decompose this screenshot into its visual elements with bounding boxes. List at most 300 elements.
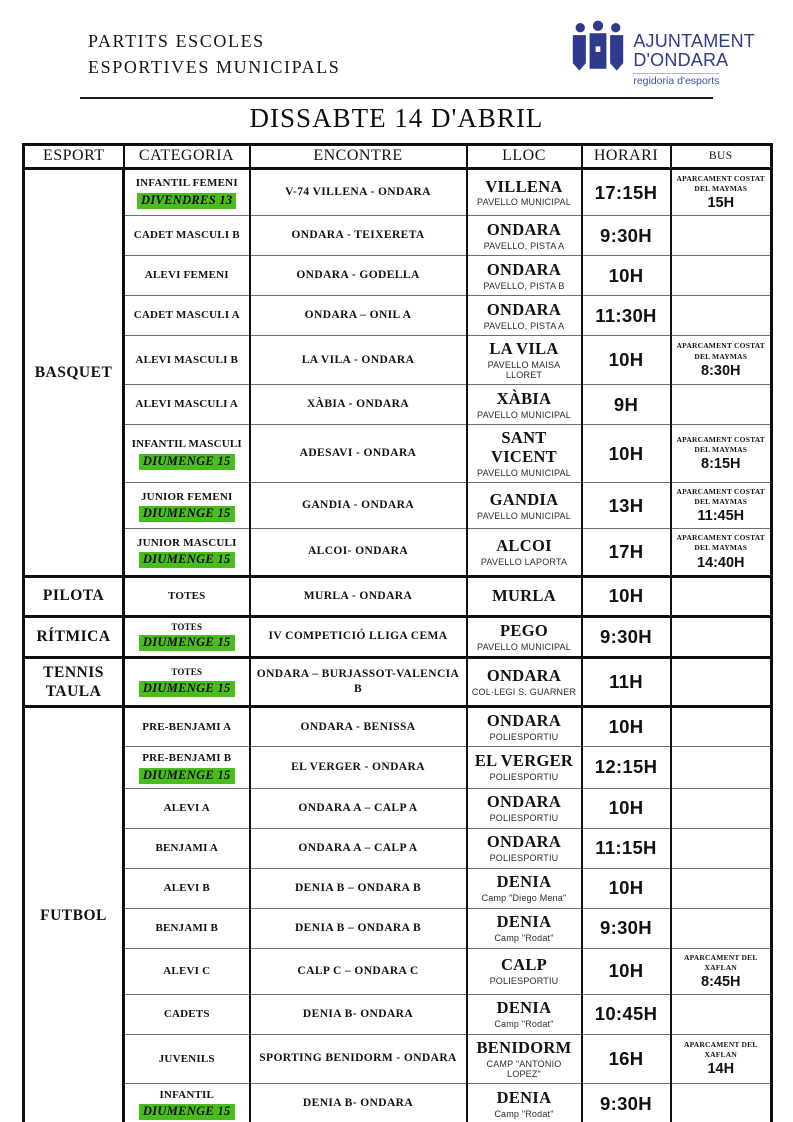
categoria-cell — [124, 483, 250, 529]
horari-value: 11:30H — [595, 304, 657, 326]
horari-cell — [582, 529, 671, 576]
column-header-lloc: LLOC — [467, 144, 582, 168]
categoria-cell — [124, 576, 250, 616]
horari-cell — [582, 948, 671, 994]
categoria-cell — [124, 747, 250, 788]
bus-cell — [671, 868, 772, 908]
encontre-cell — [250, 994, 467, 1034]
esport-cell — [24, 576, 124, 616]
bus-cell — [671, 994, 772, 1034]
ondara-people-icon — [570, 20, 626, 82]
date-highlight: DIUMENGE 15 — [139, 768, 235, 784]
encontre-cell — [250, 425, 467, 483]
horari-value: 16H — [608, 1047, 644, 1069]
encontre-cell — [250, 948, 467, 994]
bus-cell — [671, 828, 772, 868]
esport-label: BASQUET — [34, 363, 113, 381]
date-highlight: DIUMENGE 15 — [139, 506, 235, 522]
horari-cell — [582, 216, 671, 256]
ondara-logo-text — [633, 20, 755, 89]
encontre-label: XÀBIA - ONDARA — [306, 398, 410, 411]
table-row — [24, 994, 772, 1034]
document-header — [0, 0, 793, 89]
categoria-label: JUVENILS — [158, 1052, 215, 1065]
categoria-label: BENJAMI A — [155, 841, 219, 854]
encontre-label: ONDARA A – CALP A — [298, 801, 418, 814]
categoria-label: PRE-BENJAMI B — [142, 752, 232, 765]
lloc-cell — [467, 616, 582, 657]
horari-cell — [582, 788, 671, 828]
horari-value: 10:45H — [594, 1003, 658, 1025]
table-row — [24, 747, 772, 788]
lloc-name: LA VILA — [489, 339, 559, 359]
horari-value: 10H — [608, 797, 644, 819]
bus-cell — [671, 336, 772, 385]
categoria-cell — [124, 256, 250, 296]
logo-org-line2: D'ONDARA — [633, 50, 729, 71]
categoria-label: TOTES — [168, 589, 206, 602]
sport-group-r-tmica — [24, 616, 772, 657]
esport-cell — [24, 707, 124, 1122]
encontre-label: ONDARA A – CALP A — [298, 841, 418, 854]
horari-value: 10H — [608, 585, 644, 607]
encontre-cell — [250, 483, 467, 529]
horari-value: 10H — [608, 877, 644, 899]
bus-time: 8:30H — [701, 362, 741, 379]
lloc-venue: Camp "Rodat" — [494, 933, 554, 944]
encontre-cell — [250, 908, 467, 948]
horari-value: 17:15H — [594, 181, 658, 203]
categoria-cell — [124, 216, 250, 256]
lloc-cell — [467, 425, 582, 483]
horari-cell — [582, 868, 671, 908]
lloc-cell — [467, 908, 582, 948]
horari-cell — [582, 707, 671, 747]
encontre-label: ONDARA - GODELLA — [296, 269, 420, 282]
bus-cell — [671, 576, 772, 616]
lloc-cell — [467, 576, 582, 616]
lloc-venue: PAVELLO, PISTA A — [483, 320, 565, 331]
document-title-line1: PARTITS ESCOLES — [88, 31, 265, 51]
categoria-label: JUNIOR MASCULI — [136, 536, 237, 549]
categoria-cell — [124, 616, 250, 657]
horari-value: 11H — [609, 670, 643, 692]
header-row — [24, 144, 772, 168]
categoria-cell — [124, 529, 250, 576]
horari-cell — [582, 657, 671, 707]
horari-value: 17H — [608, 540, 644, 562]
encontre-label: EL VERGER - ONDARA — [291, 760, 425, 773]
lloc-name: DENIA — [496, 872, 552, 892]
encontre-label: DENIA B- ONDARA — [302, 1007, 414, 1020]
encontre-label: DENIA B – ONDARA B — [294, 921, 422, 934]
horari-value: 12:15H — [594, 756, 658, 778]
horari-cell — [582, 908, 671, 948]
lloc-venue: POLIESPORTIU — [489, 772, 559, 783]
lloc-venue: PAVELLO MUNICIPAL — [477, 641, 571, 652]
table-row — [24, 483, 772, 529]
date-highlight: DIUMENGE 15 — [139, 1104, 235, 1120]
encontre-cell — [250, 576, 467, 616]
table-row — [24, 657, 772, 707]
document-title — [88, 26, 340, 80]
lloc-venue: PAVELLO MUNICIPAL — [477, 510, 571, 521]
lloc-name: DENIA — [496, 1087, 552, 1107]
lloc-venue: Camp "Rodat" — [494, 1019, 554, 1030]
categoria-cell — [124, 868, 250, 908]
date-highlight: DIUMENGE 15 — [139, 552, 235, 568]
encontre-cell — [250, 216, 467, 256]
horari-value: 10H — [608, 442, 644, 464]
encontre-cell — [250, 747, 467, 788]
encontre-cell — [250, 1083, 467, 1122]
lloc-cell — [467, 948, 582, 994]
lloc-venue: PAVELLO, PISTA B — [483, 280, 565, 291]
lloc-cell — [467, 336, 582, 385]
horari-cell — [582, 576, 671, 616]
lloc-venue: COL·LEGI S. GUARNER — [471, 686, 577, 697]
horari-value: 9:30H — [600, 917, 652, 939]
lloc-name: ALCOI — [496, 535, 552, 555]
lloc-name: DENIA — [496, 912, 552, 932]
bus-time: 14:40H — [696, 554, 745, 571]
lloc-venue: POLIESPORTIU — [489, 853, 559, 864]
encontre-label: V-74 VILLENA - ONDARA — [285, 186, 431, 199]
bus-time: 11:45H — [697, 508, 745, 525]
date-highlight: DIVENDRES 13 — [137, 193, 236, 209]
horari-value: 9:30H — [600, 224, 652, 246]
table-row — [24, 908, 772, 948]
lloc-name: DENIA — [496, 998, 552, 1018]
lloc-name: BENIDORM — [476, 1037, 572, 1057]
horari-value: 10H — [608, 716, 644, 738]
categoria-label: ALEVI MASCULI A — [135, 398, 239, 411]
encontre-cell — [250, 707, 467, 747]
date-highlight: DIUMENGE 15 — [139, 635, 235, 651]
lloc-venue: PAVELLO MUNICIPAL — [477, 197, 571, 208]
table-row — [24, 216, 772, 256]
categoria-cell — [124, 908, 250, 948]
encontre-label: ALCOI- ONDARA — [307, 545, 409, 558]
categoria-label: ALEVI C — [163, 965, 211, 978]
lloc-venue: PAVELLO MUNICIPAL — [477, 468, 571, 479]
lloc-cell — [467, 1034, 582, 1083]
categoria-label: JUNIOR FEMENI — [140, 490, 233, 503]
esport-label: TENNIS TAULA — [43, 663, 104, 700]
categoria-cell — [124, 1034, 250, 1083]
categoria-cell — [124, 385, 250, 425]
bus-cell — [671, 425, 772, 483]
sport-group-basquet — [24, 168, 772, 576]
table-row — [24, 868, 772, 908]
horari-cell — [582, 828, 671, 868]
lloc-name: ONDARA — [486, 219, 562, 239]
lloc-venue: PAVELLO MUNICIPAL — [477, 409, 571, 420]
categoria-cell — [124, 657, 250, 707]
horari-cell — [582, 336, 671, 385]
categoria-cell — [124, 828, 250, 868]
lloc-name: ONDARA — [486, 832, 562, 852]
logo-org-line1: AJUNTAMENT — [633, 31, 755, 51]
bus-cell — [671, 1083, 772, 1122]
lloc-cell — [467, 529, 582, 576]
table-row — [24, 336, 772, 385]
bus-cell — [671, 657, 772, 707]
lloc-cell — [467, 788, 582, 828]
table-row — [24, 1083, 772, 1122]
bus-cell — [671, 483, 772, 529]
encontre-label: LA VILA - ONDARA — [301, 353, 415, 366]
horari-cell — [582, 425, 671, 483]
categoria-label: INFANTIL FEMENI — [135, 177, 238, 190]
lloc-cell — [467, 707, 582, 747]
bus-cell — [671, 1034, 772, 1083]
table-header — [24, 144, 772, 168]
categoria-cell — [124, 948, 250, 994]
lloc-cell — [467, 256, 582, 296]
esport-cell — [24, 168, 124, 576]
bus-cell — [671, 747, 772, 788]
bus-cell — [671, 788, 772, 828]
bus-cell — [671, 216, 772, 256]
horari-value: 9:30H — [600, 625, 652, 647]
document-title-line2: ESPORTIVES MUNICIPALS — [88, 57, 341, 78]
table-row — [24, 296, 772, 336]
lloc-name: MURLA — [492, 585, 556, 605]
lloc-name: ONDARA — [486, 665, 562, 685]
lloc-cell — [467, 747, 582, 788]
categoria-cell — [124, 707, 250, 747]
categoria-cell — [124, 1083, 250, 1122]
categoria-label: TOTES — [171, 621, 203, 632]
column-header-categoria: CATEGORIA — [124, 144, 250, 168]
bus-time: 14H — [707, 1061, 735, 1078]
horari-cell — [582, 385, 671, 425]
lloc-cell — [467, 483, 582, 529]
lloc-cell — [467, 868, 582, 908]
encontre-label: ONDARA – BURJASSOT-VALENCIA B — [256, 667, 460, 695]
encontre-label: ONDARA - BENISSA — [300, 720, 416, 733]
lloc-cell — [467, 1083, 582, 1122]
horari-cell — [582, 1034, 671, 1083]
lloc-venue: PAVELLO, PISTA A — [483, 240, 565, 251]
encontre-label: ADESAVI - ONDARA — [299, 447, 417, 460]
lloc-venue: POLIESPORTIU — [489, 976, 559, 987]
date-highlight: DIUMENGE 15 — [139, 454, 235, 470]
bus-time: 8:15H — [701, 456, 741, 473]
bus-cell — [671, 296, 772, 336]
schedule-table — [22, 143, 773, 1122]
encontre-cell — [250, 168, 467, 215]
categoria-cell — [124, 168, 250, 215]
encontre-label: DENIA B- ONDARA — [302, 1097, 414, 1110]
lloc-name: PEGO — [500, 620, 548, 640]
table-row — [24, 948, 772, 994]
table-row — [24, 168, 772, 215]
lloc-cell — [467, 216, 582, 256]
lloc-cell — [467, 828, 582, 868]
horari-value: 11:15H — [595, 837, 657, 859]
table-row — [24, 1034, 772, 1083]
encontre-cell — [250, 336, 467, 385]
lloc-name: ONDARA — [486, 259, 562, 279]
lloc-venue: CAMP "ANTONIO LOPEZ" — [486, 1058, 562, 1079]
lloc-venue: Camp "Rodat" — [494, 1108, 554, 1119]
categoria-label: PRE-BENJAMI A — [142, 721, 232, 734]
encontre-label: SPORTING BENIDORM - ONDARA — [259, 1052, 457, 1065]
column-header-horari: HORARI — [582, 144, 671, 168]
categoria-cell — [124, 788, 250, 828]
categoria-cell — [124, 336, 250, 385]
bus-cell — [671, 256, 772, 296]
categoria-label: ALEVI FEMENI — [144, 269, 229, 282]
lloc-name: XÀBIA — [496, 388, 552, 408]
date-highlight: DIUMENGE 15 — [139, 681, 235, 697]
esport-cell — [24, 616, 124, 657]
categoria-label: CADETS — [163, 1008, 210, 1021]
lloc-cell — [467, 385, 582, 425]
lloc-cell — [467, 168, 582, 215]
lloc-name: ONDARA — [486, 711, 562, 731]
horari-value: 10H — [608, 960, 644, 982]
categoria-label: TOTES — [171, 667, 203, 678]
bus-note: APARCAMENT COSTAT DEL MAYMAS — [676, 341, 765, 361]
bus-cell — [671, 168, 772, 215]
encontre-cell — [250, 256, 467, 296]
horari-cell — [582, 256, 671, 296]
categoria-label: ALEVI A — [163, 801, 210, 814]
horari-value: 9H — [613, 393, 639, 415]
lloc-venue: PAVELLO MAISA LLORET — [487, 360, 561, 381]
table-row — [24, 788, 772, 828]
bus-note: APARCAMENT COSTAT DEL MAYMAS — [676, 487, 765, 507]
bus-note: APARCAMENT DEL XAFLAN — [683, 952, 758, 972]
horari-value: 13H — [608, 494, 644, 516]
categoria-label: BENJAMI B — [155, 921, 219, 934]
horari-value: 10H — [608, 349, 644, 371]
table-row — [24, 576, 772, 616]
lloc-venue: POLIESPORTIU — [489, 732, 559, 743]
bus-note: APARCAMENT COSTAT DEL MAYMAS — [676, 533, 765, 553]
date-title: DISSABTE 14 D'ABRIL — [249, 102, 544, 133]
bus-cell — [671, 948, 772, 994]
encontre-cell — [250, 296, 467, 336]
encontre-label: DENIA B – ONDARA B — [294, 881, 422, 894]
encontre-label: IV COMPETICIÓ LLIGA CEMA — [268, 630, 448, 643]
lloc-name: VILLENA — [485, 176, 563, 196]
encontre-label: ONDARA – ONIL A — [304, 309, 412, 322]
sport-group-futbol — [24, 707, 772, 1122]
encontre-label: MURLA - ONDARA — [303, 589, 413, 602]
lloc-name: ONDARA — [486, 299, 562, 319]
categoria-label: CADET MASCULI B — [133, 229, 240, 242]
lloc-venue: PAVELLO LAPORTA — [480, 556, 568, 567]
encontre-cell — [250, 868, 467, 908]
lloc-cell — [467, 296, 582, 336]
table-row — [24, 616, 772, 657]
encontre-label: GANDIA - ONDARA — [301, 499, 415, 512]
horari-cell — [582, 994, 671, 1034]
bus-cell — [671, 908, 772, 948]
encontre-cell — [250, 657, 467, 707]
lloc-name: EL VERGER — [474, 751, 574, 771]
categoria-cell — [124, 296, 250, 336]
table-row — [24, 385, 772, 425]
categoria-label: ALEVI B — [163, 881, 210, 894]
horari-cell — [582, 747, 671, 788]
esport-label: PILOTA — [42, 587, 105, 605]
esport-cell — [24, 657, 124, 707]
encontre-label: ONDARA - TEIXERETA — [291, 229, 425, 242]
ondara-logo — [570, 20, 755, 89]
categoria-label: CADET MASCULI A — [133, 309, 240, 322]
horari-value: 9:30H — [600, 1092, 652, 1114]
lloc-name: GANDIA — [489, 489, 559, 509]
bus-time: 15H — [707, 195, 735, 212]
esport-label: FUTBOL — [40, 907, 107, 925]
table-row — [24, 828, 772, 868]
horari-cell — [582, 1083, 671, 1122]
horari-cell — [582, 483, 671, 529]
logo-org-name — [633, 32, 755, 71]
encontre-cell — [250, 788, 467, 828]
bus-cell — [671, 529, 772, 576]
column-header-bus: BUS — [671, 144, 772, 168]
divider-line — [80, 97, 713, 99]
encontre-label: CALP C – ONDARA C — [297, 964, 419, 977]
bus-cell — [671, 707, 772, 747]
encontre-cell — [250, 529, 467, 576]
lloc-name: CALP — [500, 955, 548, 975]
encontre-cell — [250, 828, 467, 868]
horari-cell — [582, 616, 671, 657]
column-header-esport: ESPORT — [24, 144, 124, 168]
table-row — [24, 425, 772, 483]
encontre-cell — [250, 616, 467, 657]
categoria-label: INFANTIL — [159, 1088, 215, 1101]
encontre-cell — [250, 385, 467, 425]
table-row — [24, 529, 772, 576]
table-row — [24, 707, 772, 747]
horari-cell — [582, 168, 671, 215]
bus-cell — [671, 616, 772, 657]
bus-cell — [671, 385, 772, 425]
lloc-name: ONDARA — [486, 792, 562, 812]
column-header-encontre: ENCONTRE — [250, 144, 467, 168]
horari-value: 10H — [608, 264, 644, 286]
lloc-venue: Camp "Diego Mena" — [481, 893, 567, 904]
lloc-cell — [467, 994, 582, 1034]
bus-time: 8:45H — [701, 973, 741, 990]
bus-note: APARCAMENT DEL XAFLAN — [683, 1040, 758, 1060]
lloc-name: SANT VICENT — [491, 428, 557, 467]
categoria-cell — [124, 994, 250, 1034]
sport-group-pilota — [24, 576, 772, 616]
lloc-cell — [467, 657, 582, 707]
categoria-cell — [124, 425, 250, 483]
encontre-cell — [250, 1034, 467, 1083]
table-row — [24, 256, 772, 296]
horari-cell — [582, 296, 671, 336]
bus-note: APARCAMENT COSTAT DEL MAYMAS — [676, 434, 765, 455]
logo-subtitle: regidoria d'esports — [633, 74, 720, 87]
categoria-label: INFANTIL MASCULI — [131, 438, 242, 451]
bus-note: APARCAMENT COSTAT DEL MAYMAS — [676, 173, 765, 193]
categoria-label: ALEVI MASCULI B — [135, 353, 239, 366]
sport-group-tennis-taula — [24, 657, 772, 707]
lloc-venue: POLIESPORTIU — [489, 813, 559, 824]
esport-label: RÍTMICA — [36, 627, 111, 645]
